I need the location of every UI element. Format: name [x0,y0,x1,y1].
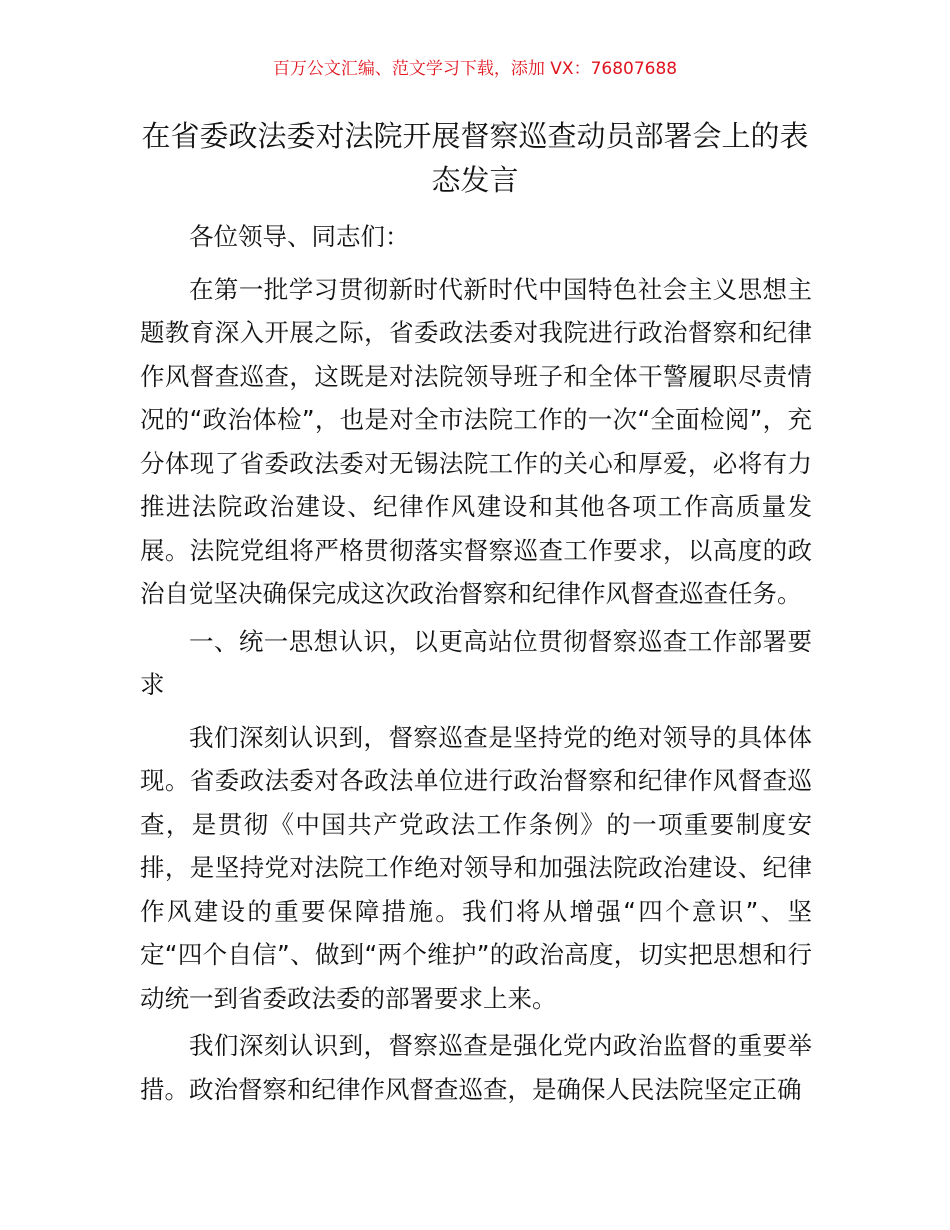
paragraph-section1-point1: 我们深刻认识到，督察巡查是坚持党的绝对领导的具体体现。省委政法委对各政法单位进行政治督察和纪律作风督查巡查，是贯彻《中国共产党政法工作条例》的一项重要制度安排，是坚持党对法院工作绝对领导和加强法院政治建设、纪律作风建设的重要保障措施。我们将从增强“四个意识”、坚定“四个自信”、做到“两个维护”的政治高度，切实把思想和行动统一到省委政法委的部署要求上来。 [140,722,812,1013]
document-title: 在省委政法委对法院开展督察巡查动员部署会上的表态发言 [141,119,809,197]
paragraph-section1-point2: 我们深刻认识到，督察巡查是强化党内政治监督的重要举措。政治督察和纪律作风督查巡查，是确保人民法院坚定正确 [140,1031,812,1104]
watermark-banner: 百万公文汇编、范文学习下载，添加 VX：76807688 [272,59,678,79]
document-body [140,215,812,1115]
section-heading-1: 一、统一思想认识，以更高站位贯彻督察巡查工作部署要求 [140,626,812,699]
salutation: 各位领导、同志们： [189,222,410,251]
paragraph-intro: 在第一批学习贯彻新时代新时代中国特色社会主义思想主题教育深入开展之际，省委政法委对我院进行政治督察和纪律作风督查巡查，这既是对法院领导班子和全体干警履职尽责情况的“政治体检”，也是对全市法院工作的一次“全面检阅”，充分体现了省委政法委对无锡法院工作的关心和厚爱，必将有力推进法院政治建设、纪律作风建设和其他各项工作高质量发展。法院党组将严格贯彻落实督察巡查工作要求，以高度的政治自觉坚决确保完成这次政治督察和纪律作风督查巡查任务。 [140,274,812,608]
